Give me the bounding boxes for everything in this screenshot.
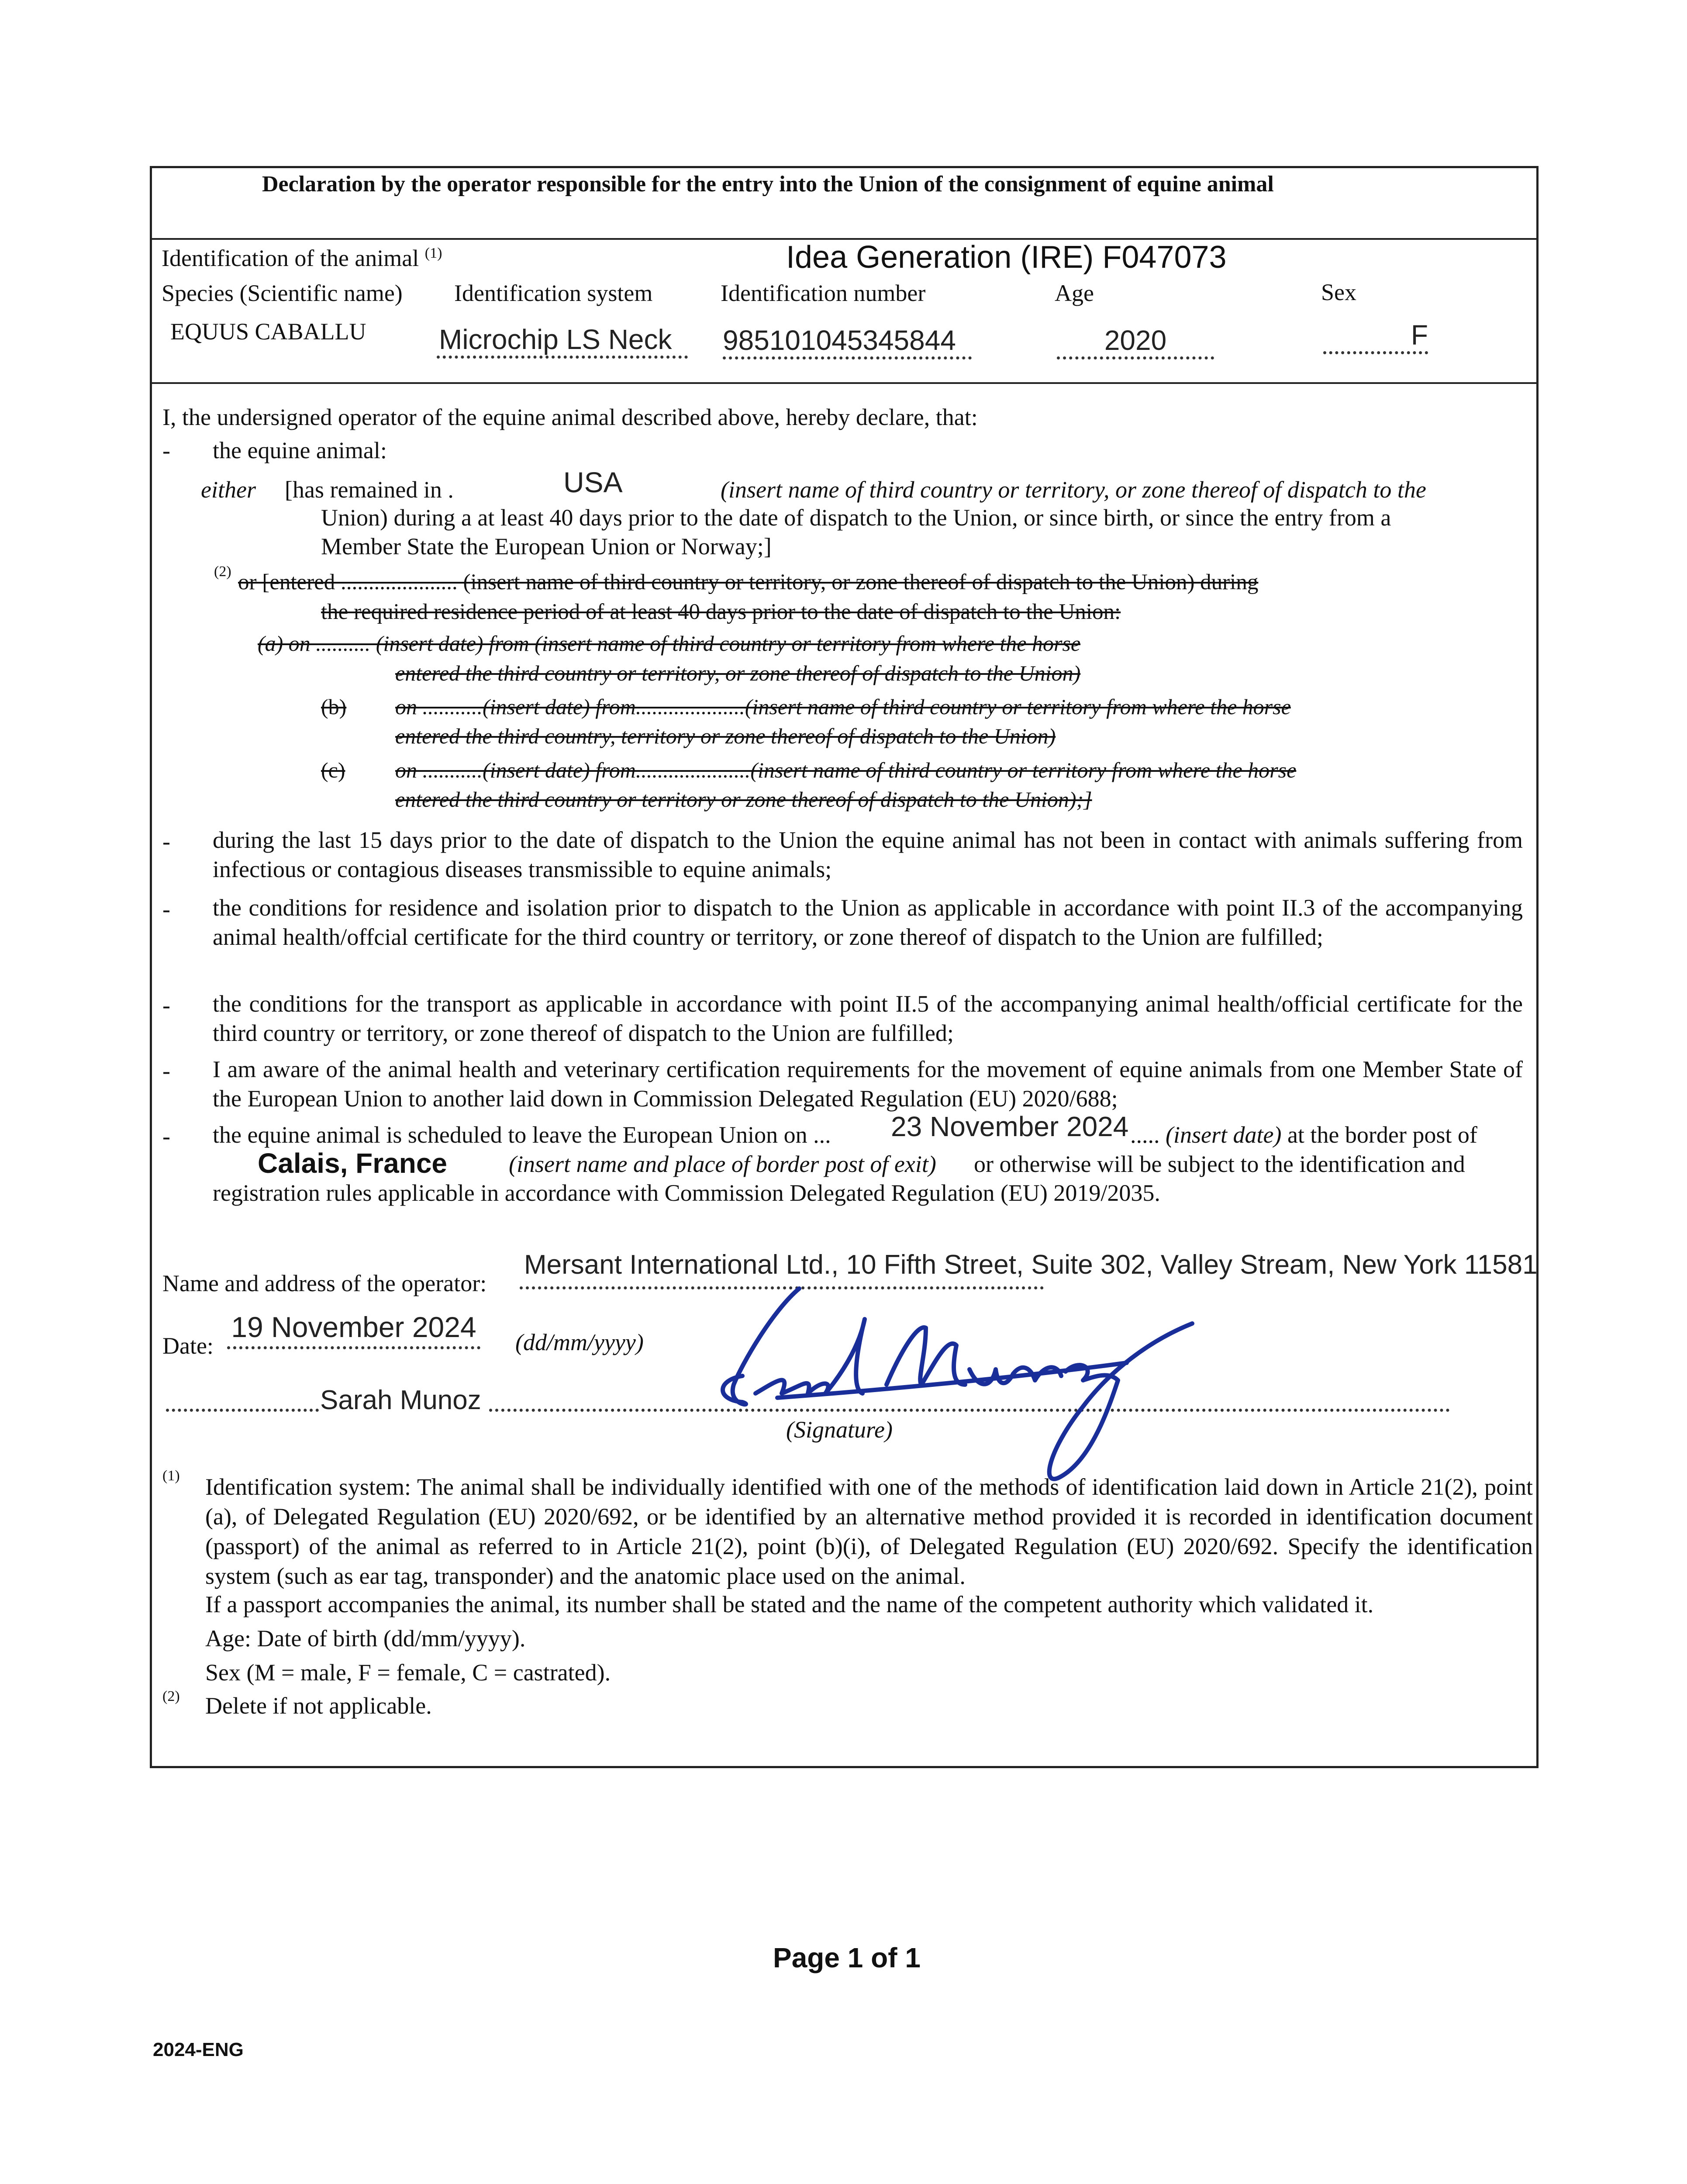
signer-name: Sarah Munoz xyxy=(320,1385,481,1415)
remained-line3: Member State the European Union or Norway;] xyxy=(321,533,772,560)
equine-animal-label: the equine animal: xyxy=(213,437,387,463)
animal-identification-value: Idea Generation (IRE) F047073 xyxy=(786,240,1227,275)
departure-prefix: the equine animal is scheduled to leave the European Union on ... xyxy=(213,1122,831,1148)
remained-prefix: [has remained in . xyxy=(285,477,454,503)
clause-c-line1: on ...........(insert date) from.....................(insert name of third country or territory from where the horse xyxy=(395,758,1297,782)
number-header: Identification number xyxy=(721,280,926,306)
bullet-dash: - xyxy=(162,1123,170,1149)
footnote-1-text: Identification system: The animal shall be individually identified with one of the methods of identification laid down in Article 21(2), point (a), of Delegated Regulation (EU) 2020/692, or be identified by an alternative method provided it is recorded in identification document (passport) of the animal as referred to in Article 21(2), point (b)(i), of Delegated Regulation (EU) 2020/692. Specify the identification system (such as ear tag, transponder) and the anatomic place used on the animal. xyxy=(205,1474,1533,1589)
footnote-age: Age: Date of birth (dd/mm/yyyy). xyxy=(205,1625,526,1652)
clause-a-line2: entered the third country or territory, or zone thereof of dispatch to the Union) xyxy=(395,661,1081,685)
sex-value: F xyxy=(1323,319,1428,354)
system-header: Identification system xyxy=(454,280,653,306)
page-number: Page 1 of 1 xyxy=(773,1942,921,1973)
system-value: Microchip LS Neck xyxy=(437,323,688,359)
departure-suffix: ..... (insert date) at the border post of xyxy=(1130,1122,1477,1148)
operator-name-label: Name and address of the operator: xyxy=(162,1270,487,1296)
remained-line2: Union) during a at least 40 days prior to the date of dispatch to the Union, or since birth, or since the entry from a xyxy=(321,505,1391,531)
footnote-2-marker: (2) xyxy=(162,1688,180,1704)
border-post-insert: (insert name and place of border post of exit) xyxy=(509,1151,936,1177)
operator-name-address: Mersant International Ltd., 10 Fifth Street, Suite 302, Valley Stream, New York 11581 xyxy=(524,1250,1538,1280)
signature-stroke xyxy=(723,1289,799,1404)
departure-line3: registration rules applicable in accordance with Commission Delegated Regulation (EU) 2019/2035. xyxy=(213,1180,1160,1206)
age-value: 2020 xyxy=(1057,324,1214,359)
footnote-sex: Sex (M = male, F = female, C = castrated). xyxy=(205,1659,611,1686)
or-footnote-marker: (2) xyxy=(214,563,231,580)
signature-stroke xyxy=(1049,1324,1192,1479)
bullet-dash: - xyxy=(162,828,170,854)
divider xyxy=(152,382,1536,384)
footnote-delete: Delete if not applicable. xyxy=(205,1693,432,1719)
date-value: 19 November 2024 xyxy=(227,1310,480,1349)
clause-b-label: (b) xyxy=(321,695,347,719)
departure-line2: or otherwise will be subject to the identification and xyxy=(974,1151,1465,1177)
clause-b-line2: entered the third country, territory or zone thereof of dispatch to the Union) xyxy=(395,724,1056,748)
page-title: Declaration by the operator responsible for the entry into the Union of the consignment of equine animal xyxy=(262,172,1274,197)
bullet-dash: - xyxy=(162,1057,170,1084)
or-clause-line1: or [entered ..................... (insert name of third country or territory, or zone thereof of dispatch to the Union) during xyxy=(238,570,1259,594)
species-value: EQUUS CABALLU xyxy=(170,318,366,345)
departure-date: 23 November 2024 xyxy=(891,1111,1129,1142)
bullet-dash: - xyxy=(162,992,170,1018)
bullet-dash: - xyxy=(162,437,170,463)
declaration-residence: the conditions for residence and isolation prior to dispatch to the Union as applicable in accordance with point II.3 of the accompanying animal health/offcial certificate for the third country or territory, or zone thereof of dispatch to the Union are fulfilled; xyxy=(213,895,1523,950)
either-label: either xyxy=(201,477,256,503)
signature-stroke xyxy=(887,1327,965,1385)
footnote-passport: If a passport accompanies the animal, its number shall be stated and the name of the competent authority which validated it. xyxy=(205,1591,1374,1617)
signature xyxy=(690,1275,1214,1503)
signature-stroke xyxy=(756,1319,865,1393)
declaration-transport: the conditions for the transport as applicable in accordance with point II.5 of the accompanying animal health/official certificate for the third country or territory, or zone thereof of dispatch to the Union are fulfilled; xyxy=(213,991,1523,1046)
clause-a-line1: (a) on .......... (insert date) from (insert name of third country or territory from where the horse xyxy=(258,631,1081,656)
bullet-dash: - xyxy=(162,896,170,922)
sex-header: Sex xyxy=(1321,279,1356,305)
clause-c-label: (c) xyxy=(321,758,345,782)
footnote-1-marker: (1) xyxy=(162,1468,180,1484)
clause-c-line2: entered the third country or territory or zone thereof of dispatch to the Union);] xyxy=(395,787,1092,812)
species-header: Species (Scientific name) xyxy=(162,280,403,306)
remained-insert: (insert name of third country or territory, or zone thereof of dispatch to the xyxy=(721,477,1426,503)
clause-b-line1: on ...........(insert date) from....................(insert name of third country or territory from where the horse xyxy=(395,695,1291,719)
signature-label: (Signature) xyxy=(786,1417,893,1443)
declaration-intro: I, the undersigned operator of the equine animal described above, hereby declare, that: xyxy=(162,404,978,430)
age-header: Age xyxy=(1055,280,1094,306)
number-value: 985101045345844 xyxy=(723,324,972,359)
border-post-value: Calais, France xyxy=(258,1147,447,1179)
form-code: 2024-ENG xyxy=(153,2039,244,2060)
identification-label: Identification of the animal $^{(1)}$ xyxy=(162,245,442,271)
declaration-awareness: I am aware of the animal health and veterinary certification requirements for the movement of equine animals from one Member State of the European Union to another laid down in Commission Delegated Regulation (EU) 2020/688; xyxy=(213,1056,1523,1112)
or-clause-line2: the required residence period of at least 40 days prior to the date of dispatch to the Union: xyxy=(321,600,1121,624)
date-label: Date: xyxy=(162,1333,214,1359)
date-format-hint: (dd/mm/yyyy) xyxy=(515,1329,644,1355)
remained-country: USA xyxy=(563,466,623,498)
declaration-contact: during the last 15 days prior to the date of dispatch to the Union the equine animal has not been in contact with animals suffering from infectious or contagious diseases transmissible to equine animals; xyxy=(213,827,1523,882)
signer-dotted-line xyxy=(166,1404,319,1412)
